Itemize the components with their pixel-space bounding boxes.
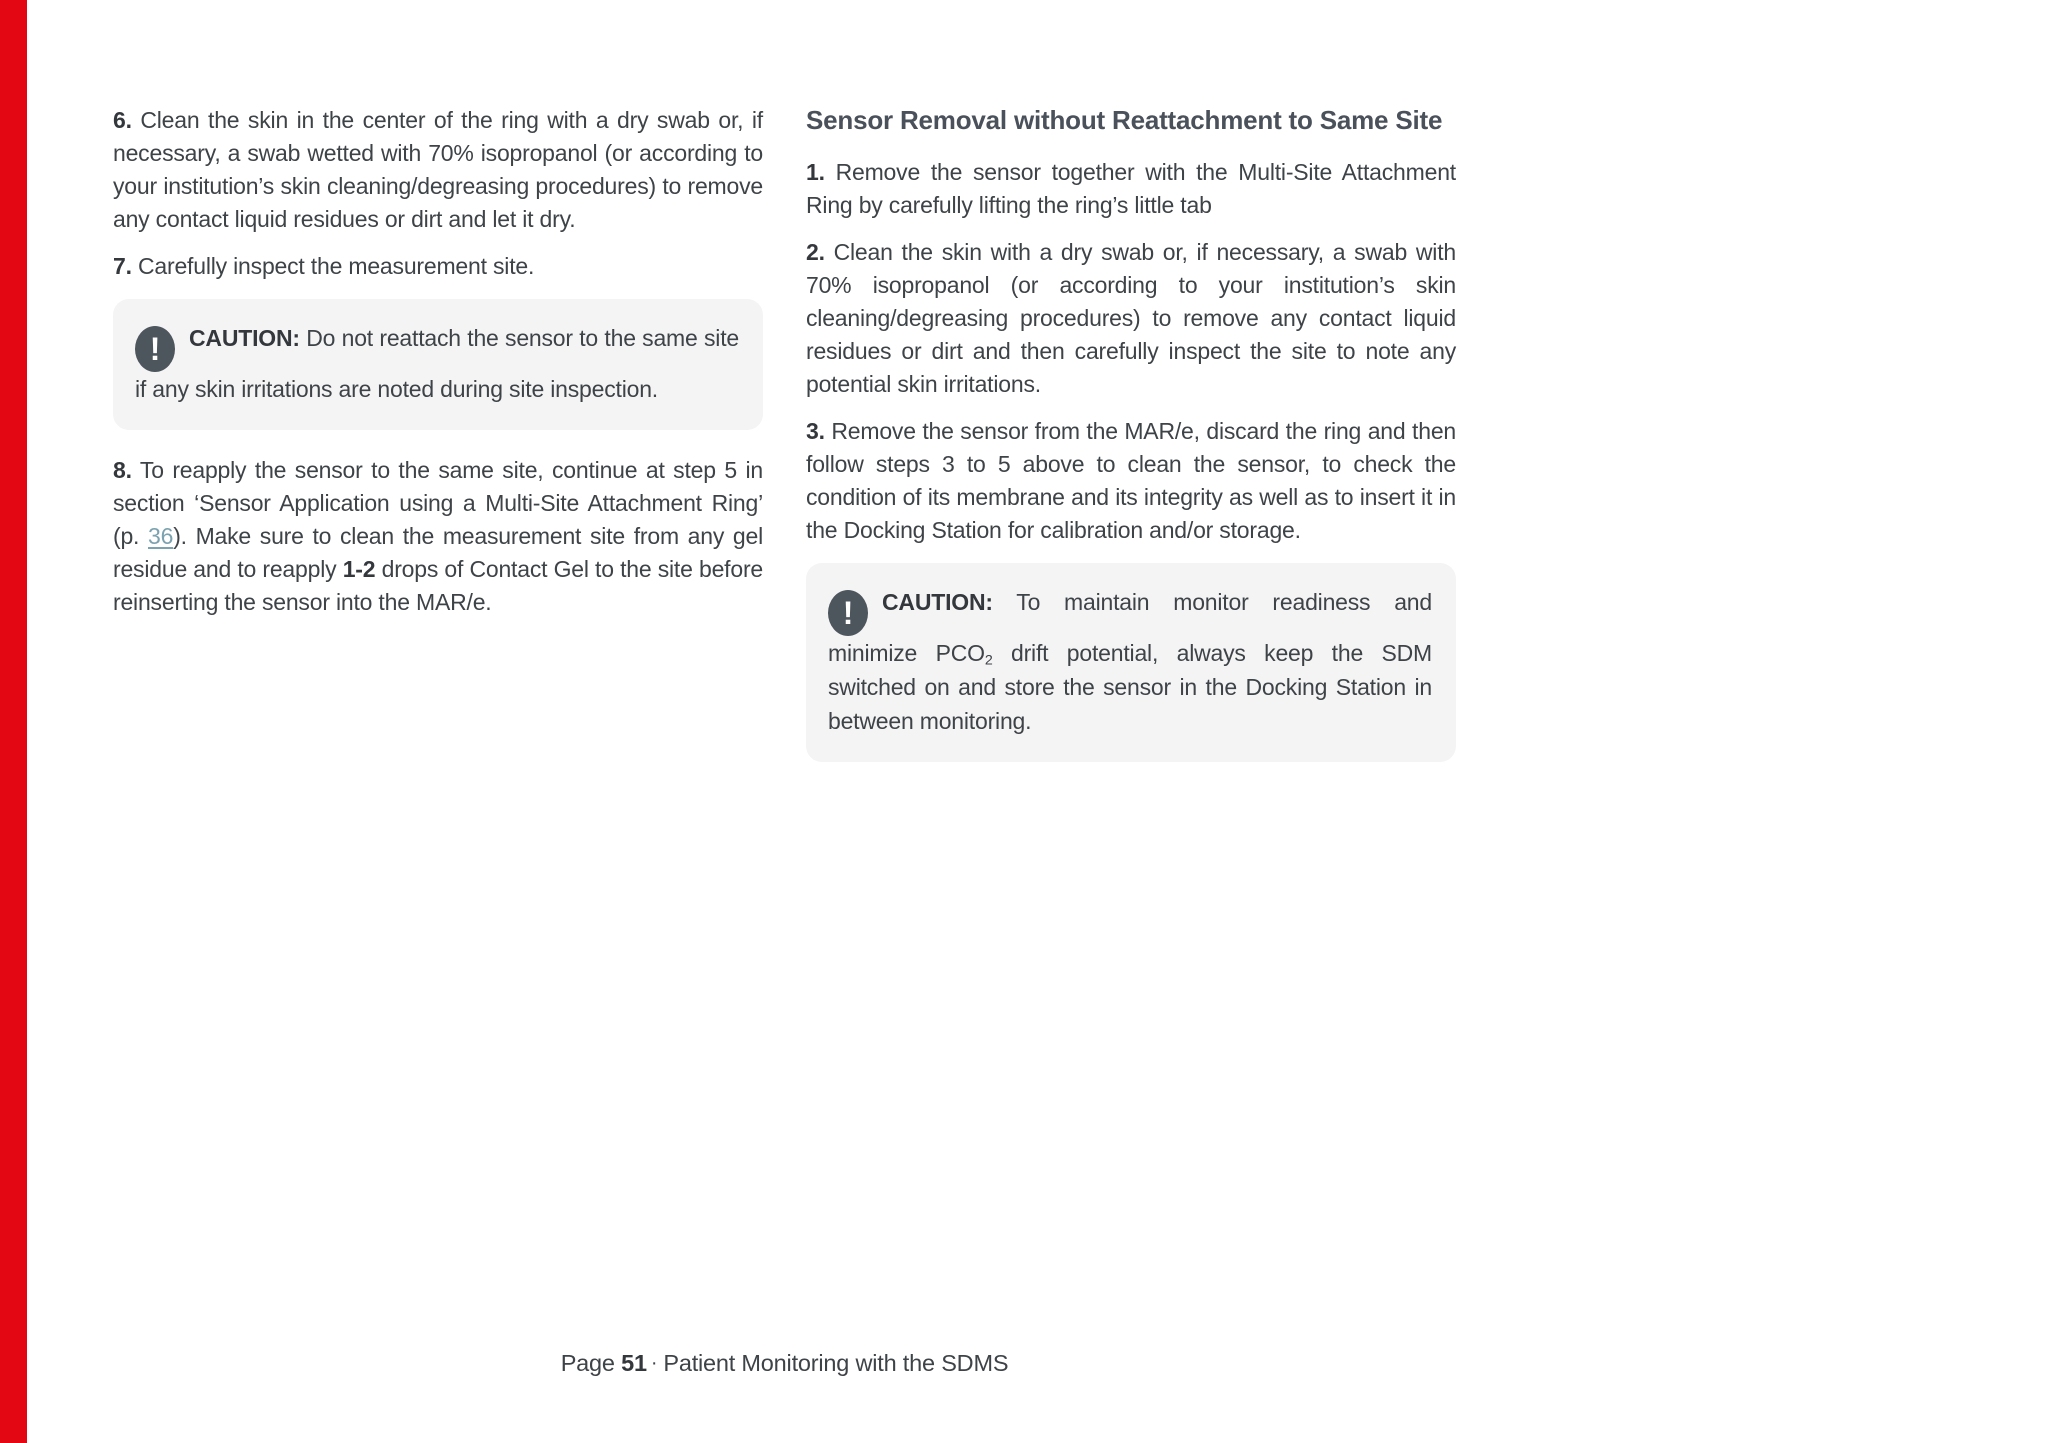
page-36-link[interactable]: 36 xyxy=(148,523,174,549)
step-7-number: 7. xyxy=(113,253,132,279)
step-1-number: 1. xyxy=(806,159,825,185)
step-6 xyxy=(113,104,763,236)
step-6-text: Clean the skin in the center of the ring with a dry swab or, if necessary, a swab wetted with 70% isopropanol (or according to your institution’s skin cleaning/degreasing procedures) to remove any contact liquid residues or dirt and let it dry. xyxy=(113,107,763,232)
step-3-number: 3. xyxy=(806,418,825,444)
caution-box-site-inspection xyxy=(113,299,763,430)
caution-box-monitor-readiness xyxy=(806,563,1456,762)
pco2-subscript: 2 xyxy=(984,652,993,669)
step-8-text-end: drops of Contact Gel to the site before reinserting the sensor into the MAR/e. xyxy=(113,556,763,615)
exclamation-icon: ! xyxy=(135,326,175,372)
right-column xyxy=(806,104,1456,786)
step-7 xyxy=(113,250,763,283)
section-heading: Sensor Removal without Reattachment to Same Site xyxy=(806,105,1443,135)
caution-text-wrapper xyxy=(828,585,1432,738)
step-2-text: Clean the skin with a dry swab or, if necessary, a swab with 70% isopropanol (or according to your institution’s skin cleaning/degreasing procedures) to remove any contact liquid residues or dirt and then carefully inspect the site to note any potential skin irritations. xyxy=(806,239,1456,397)
step-1-text: Remove the sensor together with the Multi-Site Attachment Ring by carefully lifting the ring’s little tab xyxy=(806,159,1456,218)
page-footer xyxy=(113,1350,1456,1377)
step-8-text-before-link: To reapply the sensor to the same site, continue at step 5 in section ‘Sensor Application using a Multi-Site Attachment Ring’ (p. xyxy=(113,457,763,549)
caution-label: CAUTION: xyxy=(882,589,993,615)
footer-separator: · xyxy=(650,1352,658,1374)
footer-doc-title: Patient Monitoring with the SDMS xyxy=(663,1350,1009,1376)
step-3 xyxy=(806,415,1456,547)
caution-text-wrapper xyxy=(135,321,739,406)
footer-page-number: 51 xyxy=(621,1350,647,1376)
step-7-text: Carefully inspect the measurement site. xyxy=(138,253,535,279)
step-2 xyxy=(806,236,1456,401)
caution-label: CAUTION: xyxy=(189,325,300,351)
footer-page-label: Page xyxy=(560,1350,615,1376)
step-1 xyxy=(806,156,1456,222)
caution-message-after-sub: drift potential, always keep the SDM switched on and store the sensor in the Docking Station in between monitoring. xyxy=(828,640,1433,734)
step-8-number: 8. xyxy=(113,457,132,483)
step-2-number: 2. xyxy=(806,239,825,265)
left-column xyxy=(113,104,763,633)
caution-message: Do not reattach the sensor to the same site if any skin irritations are noted during site inspection. xyxy=(135,325,739,402)
step-8-text-after-link: ). Make sure to clean the measurement site from any gel residue and to reapply xyxy=(113,523,763,582)
page-edge-accent-bar xyxy=(0,0,27,1443)
step-8-drop-range: 1-2 xyxy=(342,556,376,582)
exclamation-icon: ! xyxy=(828,590,868,636)
step-3-text: Remove the sensor from the MAR/e, discard the ring and then follow steps 3 to 5 above to clean the sensor, to check the condition of its membrane and its integrity as well as to insert it in the Docking Station for calibration and/or storage. xyxy=(806,418,1456,543)
caution-message-before-sub: To maintain monitor readiness and minimize PCO xyxy=(828,589,1432,666)
step-6-number: 6. xyxy=(113,107,132,133)
step-8 xyxy=(113,454,763,619)
